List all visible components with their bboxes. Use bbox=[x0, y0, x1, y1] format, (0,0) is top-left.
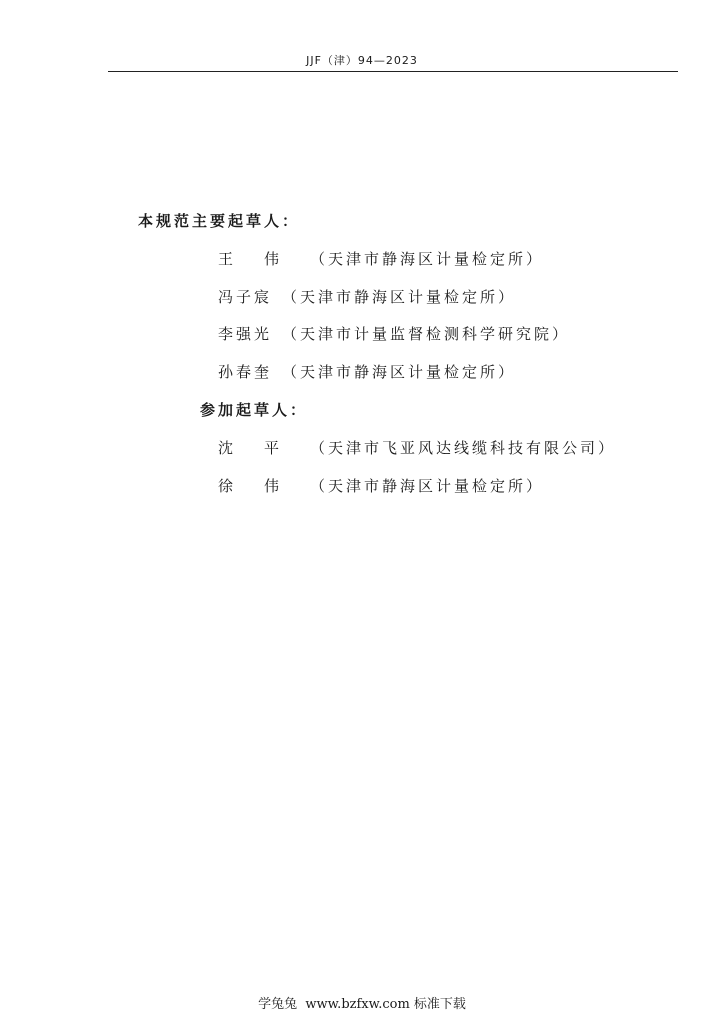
drafter-name: 徐伟 bbox=[218, 477, 311, 495]
participating-drafters-heading: 参加起草人： bbox=[200, 401, 309, 419]
drafter-org: （天津市飞亚风达线缆科技有限公司） bbox=[310, 439, 617, 457]
drafter-row bbox=[218, 437, 616, 458]
drafter-name: 王伟 bbox=[218, 250, 311, 268]
drafter-row bbox=[218, 323, 570, 344]
drafter-org: （天津市静海区计量检定所） bbox=[282, 363, 517, 381]
drafter-name: 孙春奎 bbox=[218, 363, 273, 381]
drafter-row bbox=[218, 361, 516, 382]
drafter-org: （天津市计量监督检测科学研究院） bbox=[282, 325, 571, 343]
header-divider bbox=[108, 71, 678, 72]
drafter-name: 李强光 bbox=[218, 325, 273, 343]
drafter-name: 冯子宸 bbox=[218, 288, 273, 306]
drafter-row bbox=[218, 248, 544, 269]
drafter-org: （天津市静海区计量检定所） bbox=[310, 250, 545, 268]
main-drafters-heading: 本规范主要起草人： bbox=[138, 212, 301, 230]
drafter-name: 沈平 bbox=[218, 439, 311, 457]
drafter-row bbox=[218, 286, 516, 307]
drafter-org: （天津市静海区计量检定所） bbox=[310, 477, 545, 495]
drafter-row bbox=[218, 475, 544, 496]
drafter-org: （天津市静海区计量检定所） bbox=[282, 288, 517, 306]
footer-watermark-text: 学兔兔 www.bzfxw.com 标准下载 bbox=[258, 997, 466, 1012]
standard-code: JJF（津）94—2023 bbox=[306, 54, 418, 67]
